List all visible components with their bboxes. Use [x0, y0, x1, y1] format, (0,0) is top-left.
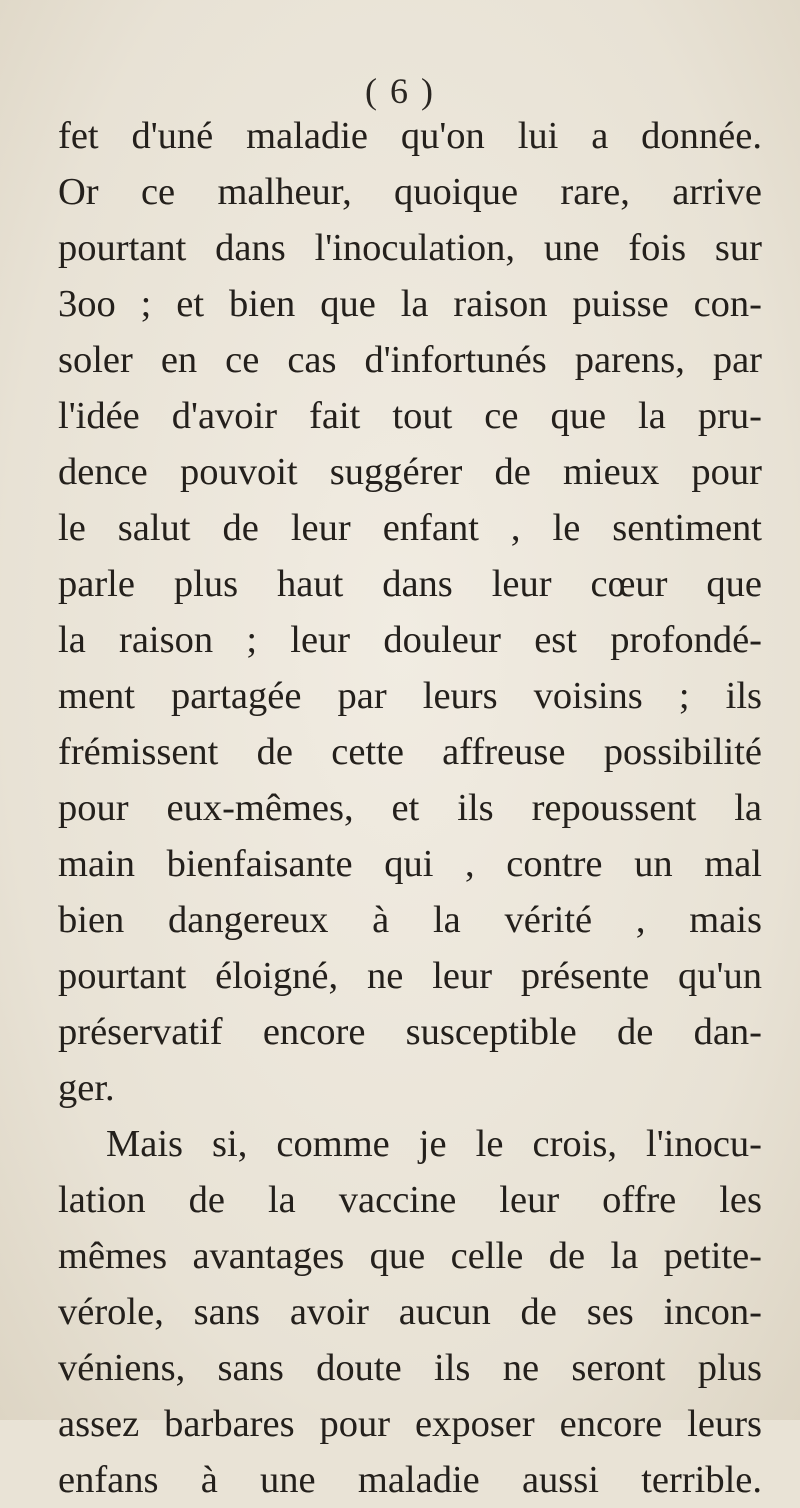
text-line: fet d'uné maladie qu'on lui a donnée.: [58, 115, 762, 157]
text-line: pour eux-mêmes, et ils repoussent la: [58, 787, 762, 829]
body-text: [58, 108, 762, 1508]
text-line: main bienfaisante qui , contre un mal: [58, 843, 762, 885]
text-line: 3oo ; et bien que la raison puisse con-: [58, 283, 762, 325]
text-line: enfans à une maladie aussi terrible.: [58, 1459, 762, 1501]
text-line: le salut de leur enfant , le sentiment: [58, 507, 762, 549]
text-line: bien dangereux à la vérité , mais: [58, 899, 762, 941]
text-line: dence pouvoit suggérer de mieux pour: [58, 451, 762, 493]
text-line: ment partagée par leurs voisins ; ils: [58, 675, 762, 717]
text-line: la raison ; leur douleur est profondé-: [58, 619, 762, 661]
text-line: préservatif encore susceptible de dan-: [58, 1011, 762, 1053]
text-line: véniens, sans doute ils ne seront plus: [58, 1347, 762, 1389]
text-line: pourtant éloigné, ne leur présente qu'un: [58, 955, 762, 997]
paragraph-end-line: ger.: [58, 1067, 115, 1109]
text-line: soler en ce cas d'infortunés parens, par: [58, 339, 762, 381]
page-number: ( 6 ): [365, 71, 435, 111]
text-line: lation de la vaccine leur offre les: [58, 1179, 762, 1221]
text-line: frémissent de cette affreuse possibilité: [58, 731, 762, 773]
text-line: mêmes avantages que celle de la petite-: [58, 1235, 762, 1277]
text-line: pourtant dans l'inoculation, une fois sur: [58, 227, 762, 269]
text-line: l'idée d'avoir fait tout ce que la pru-: [58, 395, 762, 437]
text-line: assez barbares pour exposer encore leurs: [58, 1403, 762, 1445]
text-line: vérole, sans avoir aucun de ses incon-: [58, 1291, 762, 1333]
text-line: Or ce malheur, quoique rare, arrive: [58, 171, 762, 213]
paragraph-start-line: Mais si, comme je le crois, l'inocu-: [106, 1123, 762, 1165]
text-line: parle plus haut dans leur cœur que: [58, 563, 762, 605]
